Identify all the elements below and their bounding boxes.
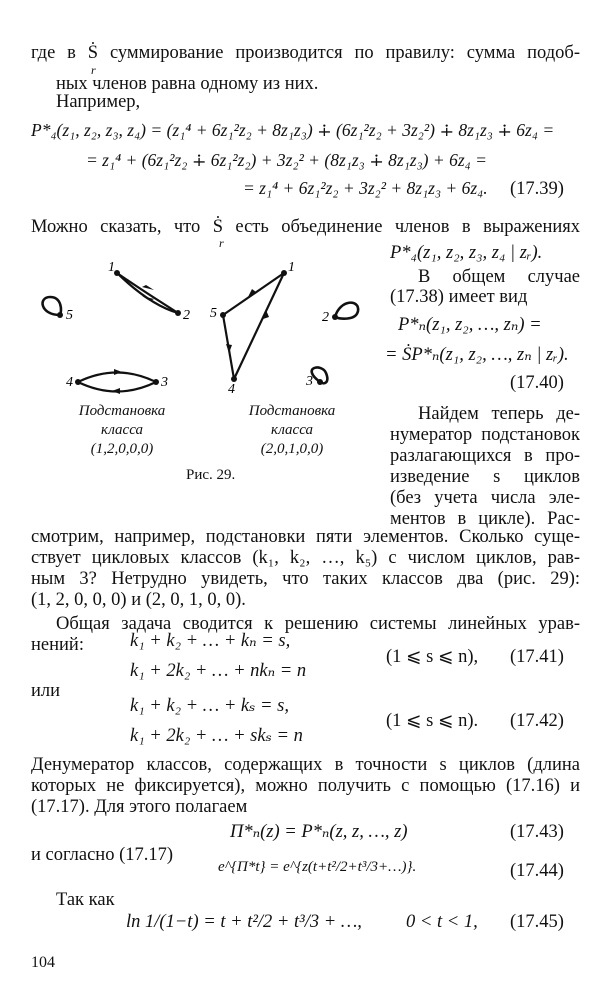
class-1-label-line-2: класса bbox=[101, 421, 143, 438]
equation-17-42-condition: (1 ⩽ s ⩽ n). bbox=[386, 711, 479, 731]
text-line-10: Денумератор классов, содержащих в точности s циклов (длина bbox=[31, 755, 580, 775]
node-1-right bbox=[281, 270, 287, 276]
cycle-1-2 bbox=[117, 273, 178, 313]
node-2-left bbox=[175, 310, 181, 316]
page-number: 104 bbox=[31, 954, 55, 971]
node-3-right bbox=[317, 379, 323, 385]
side-text-3: (17.38) имеет вид bbox=[390, 287, 528, 307]
node-label-1-right: 1 bbox=[288, 260, 295, 275]
side-text-6: Найдем теперь де- bbox=[418, 404, 580, 424]
subscript-r: r bbox=[91, 63, 96, 77]
equation-number-17-43: (17.43) bbox=[510, 822, 564, 842]
text-line-7: (1, 2, 0, 0, 0) и (2, 0, 1, 0, 0). bbox=[31, 590, 246, 610]
equation-17-41-condition: (1 ⩽ s ⩽ n), bbox=[386, 647, 479, 667]
equation-17-42-line-1: k₁ + k₂ + … + kₛ = s, bbox=[130, 696, 289, 716]
equation-17-41-line-2: k₁ + 2k₂ + … + nkₙ = n bbox=[130, 661, 307, 681]
node-3-left bbox=[153, 379, 159, 385]
node-label-2-left: 2 bbox=[183, 308, 190, 323]
text-line-13: и согласно (17.17) bbox=[31, 845, 174, 865]
class-2-label-line-2: класса bbox=[271, 421, 313, 438]
side-text-9: изведение s циклов bbox=[390, 467, 580, 487]
node-5-right bbox=[220, 312, 226, 318]
equation-17-45: ln 1/(1−t) = t + t²/2 + t³/3 + …, bbox=[126, 912, 362, 932]
equation-17-39-line-3: = z₁⁴ + 6z₁²z₂ + 3z₂² + 8z₁z₃ + 6z₄. bbox=[243, 178, 488, 198]
node-label-4-right: 4 bbox=[228, 382, 235, 397]
text-line-8: Общая задача сводится к решению системы линейных урав- bbox=[56, 614, 580, 634]
node-4-left bbox=[75, 379, 81, 385]
text-or: или bbox=[31, 681, 61, 701]
loop-5 bbox=[43, 297, 61, 315]
text-line-4: смотрим, например, подстановки пяти элементов. Сколько суще- bbox=[31, 527, 580, 547]
side-text-2: В общем случае bbox=[418, 267, 580, 287]
node-label-4-left: 4 bbox=[66, 375, 73, 390]
equation-number-17-42: (17.42) bbox=[510, 711, 564, 731]
node-5-left bbox=[57, 312, 63, 318]
text-line-12: (17.17). Для этого полагаем bbox=[31, 797, 248, 817]
equation-17-44: e^{Π*t} = e^{z(t+t²/2+t³/3+…)}. bbox=[218, 859, 417, 875]
class-1-label-line-3: (1,2,0,0,0) bbox=[90, 440, 154, 457]
class-2-label-line-3: (2,0,1,0,0) bbox=[260, 440, 324, 457]
figure-caption: Рис. 29. bbox=[186, 467, 236, 483]
text-line-9: нений: bbox=[31, 635, 84, 655]
text-line-2: ных членов равна одному из них. bbox=[56, 74, 319, 94]
side-text-10: (без учета числа эле- bbox=[390, 488, 580, 508]
figure-label-class-1 bbox=[52, 402, 192, 458]
equation-17-42-line-2: k₁ + 2k₂ + … + skₛ = n bbox=[130, 726, 303, 746]
side-formula-1: P*₄(z₁, z₂, z₃, z₄ | zᵣ). bbox=[390, 243, 543, 263]
equation-number-17-45: (17.45) bbox=[510, 912, 564, 932]
text-line-6: ным 3? Нетрудно увидеть, что таких классов два (рис. 29): bbox=[31, 569, 580, 589]
side-formula-4: P*ₙ(z₁, z₂, …, zₙ) = bbox=[398, 315, 542, 335]
text-line-3: Можно сказать, что Ṡ есть объединение членов в выражениях bbox=[31, 217, 580, 237]
equation-number-17-41: (17.41) bbox=[510, 647, 564, 667]
equation-17-39-line-2: = z₁⁴ + (6z₁²z₂ ∔ 6z₁²z₂) + 3z₂² + (8z₁z₃ ∔ 8z₁z₃) + 6z₄ = bbox=[86, 150, 487, 170]
class-1-label-line-1: Подстановка bbox=[78, 403, 166, 419]
node-label-3-right: 3 bbox=[306, 374, 313, 389]
cycle-1-5-4 bbox=[223, 273, 284, 379]
node-label-3-left: 3 bbox=[161, 375, 168, 390]
loop-2 bbox=[335, 303, 358, 319]
subscript-r-2: r bbox=[219, 236, 224, 250]
text-example: Например, bbox=[56, 92, 141, 112]
cycle-4-3 bbox=[78, 369, 156, 394]
node-label-5-right: 5 bbox=[210, 306, 217, 321]
equation-number-17-39: (17.39) bbox=[510, 179, 564, 199]
equation-17-45-condition: 0 < t < 1, bbox=[406, 912, 478, 932]
node-label-2-right: 2 bbox=[322, 310, 329, 325]
equation-number-17-44: (17.44) bbox=[510, 861, 564, 881]
equation-17-43: Π*ₙ(z) = P*ₙ(z, z, …, z) bbox=[230, 822, 408, 842]
side-text-11: ментов в цикле). Рас- bbox=[390, 509, 580, 529]
node-2-right bbox=[332, 314, 338, 320]
side-formula-5: = ṠP*ₙ(z₁, z₂, …, zₙ | zᵣ). bbox=[385, 345, 569, 365]
figure-label-class-2 bbox=[222, 402, 362, 458]
text-line-1: где в Ṡ суммирование производится по правилу: сумма подоб- bbox=[31, 43, 580, 63]
figure-29-graphs bbox=[30, 255, 385, 405]
text-line-14: Так как bbox=[56, 890, 115, 910]
text-line-5: ствует цикловых классов (k₁, k₂, …, k₅) с числом циклов, рав- bbox=[31, 548, 580, 568]
node-label-5-left: 5 bbox=[66, 308, 73, 323]
node-label-1-left: 1 bbox=[108, 260, 115, 275]
equation-17-41-line-1: k₁ + k₂ + … + kₙ = s, bbox=[130, 631, 291, 651]
side-text-7: нумератор подстановок bbox=[390, 425, 580, 445]
equation-number-17-40: (17.40) bbox=[510, 373, 564, 393]
text-line-11: которых не фиксируется), можно получить с помощью (17.16) и bbox=[31, 776, 580, 796]
equation-17-39-line-1: P*₄(z₁, z₂, z₃, z₄) = (z₁⁴ + 6z₁²z₂ + 8z₁z₃) ∔ (6z₁²z₂ + 3z₂²) ∔ 8z₁z₃ ∔ 6z₄ = bbox=[31, 120, 555, 140]
side-text-8: разлагающихся в про- bbox=[390, 446, 580, 466]
class-2-label-line-1: Подстановка bbox=[248, 403, 336, 419]
